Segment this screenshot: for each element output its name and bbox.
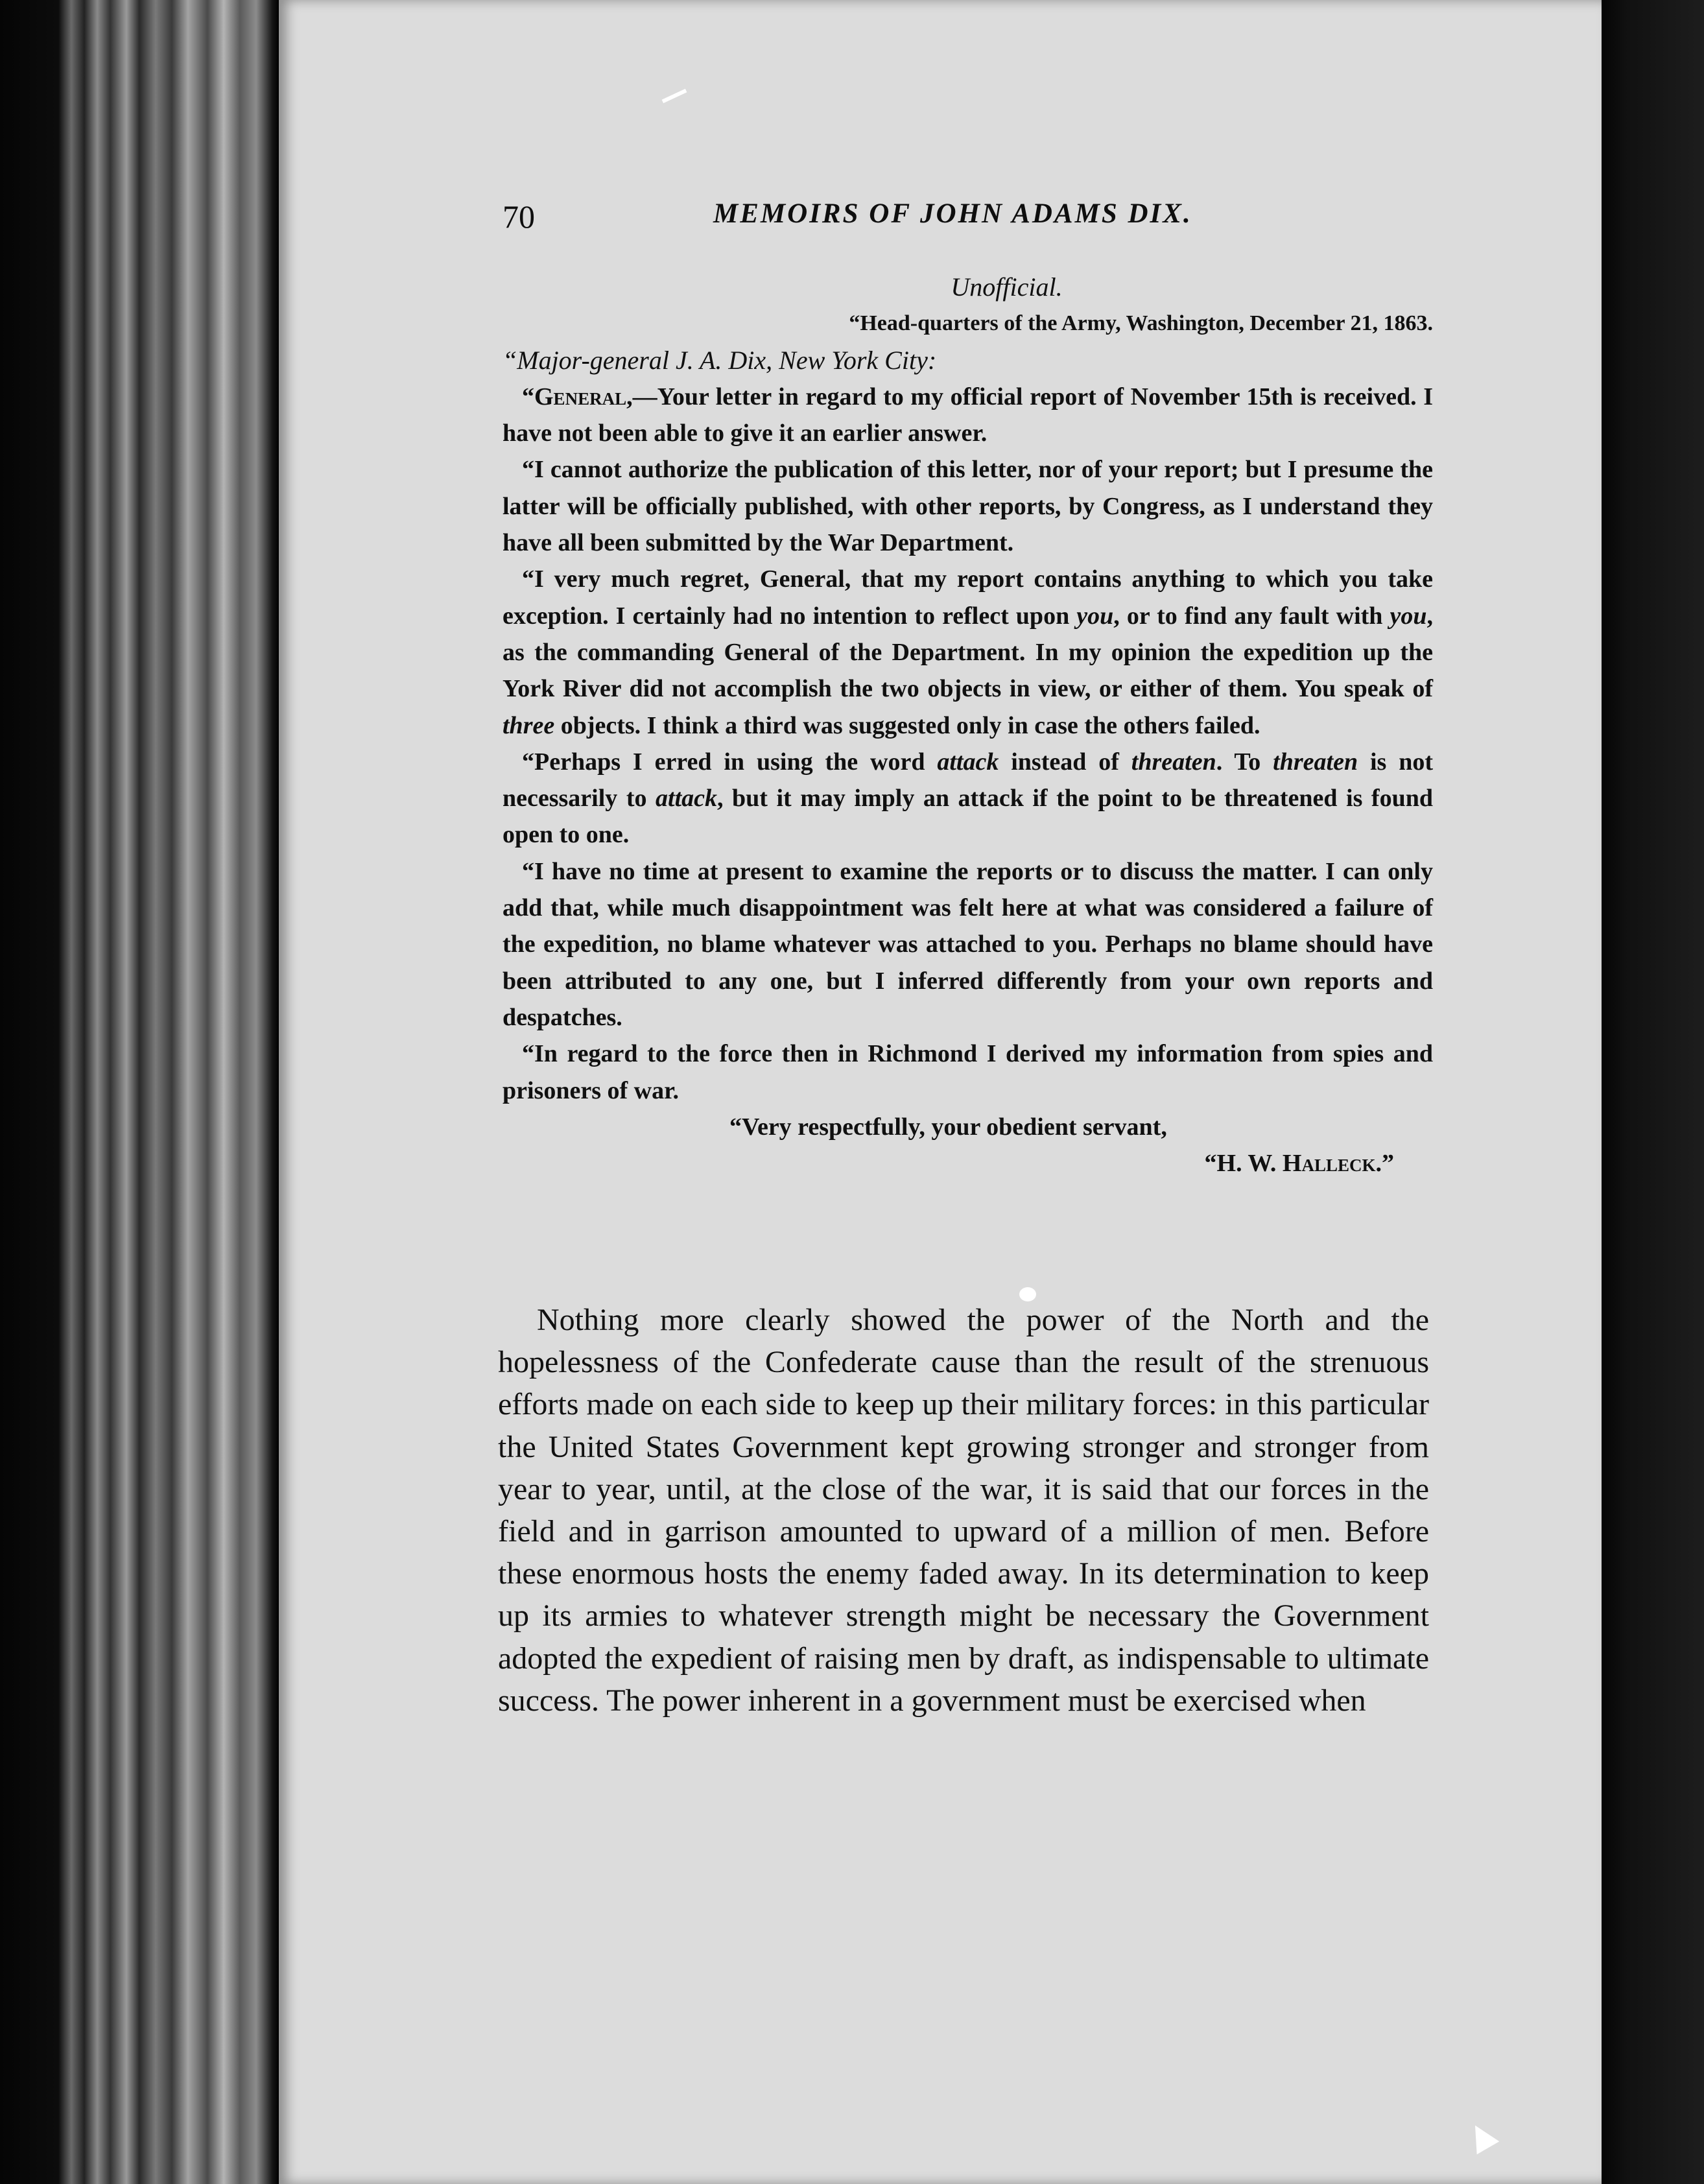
letter-salutation: “General, [522,383,633,410]
letter-paragraph: “In regard to the force then in Richmond I derived my information from spies and prisoners of war. [503,1040,1433,1104]
right-page-edge [1602,0,1704,2184]
page-number: 70 [503,198,535,235]
running-title: MEMOIRS OF JOHN ADAMS DIX. [713,198,1192,229]
letter-dateline: “Head-quarters of the Army, Washington, December 21, 1863. [849,311,1433,336]
letter-label: Unofficial. [951,272,1063,302]
letter-signature: “H. W. Halleck.” [1204,1150,1394,1178]
letter-paragraph: “I have no time at present to examine the reports or to discuss the matter. I can only add that, while much disappointment was felt here at what was considered a failure of the expedition, no blame whatever was attached to you. Perhaps no blame should have been attributed to any one, but I inferred differently from your own reports and despatches. [503,857,1433,1031]
body-text [498,1299,1429,1722]
letter-paragraph: “Perhaps I erred in using the word attack instead of threaten. To threaten is not necessarily to attack, but it may imply an attack if the point to be threatened is found open to one. [503,748,1433,849]
book-spine [0,0,279,2184]
scan-artifact [1019,1287,1036,1301]
quoted-letter [503,269,1433,1181]
letter-paragraph: “I cannot authorize the publication of this letter, nor of your report; but I presume the latter will be officially published, with other reports, by Congress, as I understand they have all been submitted by the War Department. [503,456,1433,557]
letter-paragraph: “I very much regret, General, that my report contains anything to which you take exception. I certainly had no intention to reflect upon you, or to find any fault with you, as the commanding General of the Department. In my opinion the expedition up the York River did not accomplish the two objects in view, or either of them. You speak of three objects. I think a third was suggested only in case the others failed. [503,565,1433,739]
letter-addressee: “Major-general J. A. Dix, New York City: [503,345,937,375]
letter-closing: “Very respectfully, your obedient servant, [729,1113,1167,1141]
body-paragraph: Nothing more clearly showed the power of the North and the hopelessness of the Confederate cause than the result of the strenuous efforts made on each side to keep up their military forces: in this particular the United States Government kept growing stronger and stronger from year to year, until, at the close of the war, it is said that our forces in the field and in garrison amounted to upward of a million of men. Before these enormous hosts the enemy faded away. In its determination to keep up its armies to whatever strength might be necessary the Government adopted the expedient of raising men by draft, as indispensable to ultimate success. The power inherent in a government must be exercised when [498,1303,1429,1718]
letter-paragraph: “General,—Your letter in regard to my official report of November 15th is received. I have not been able to give it an earlier answer. [503,383,1433,447]
